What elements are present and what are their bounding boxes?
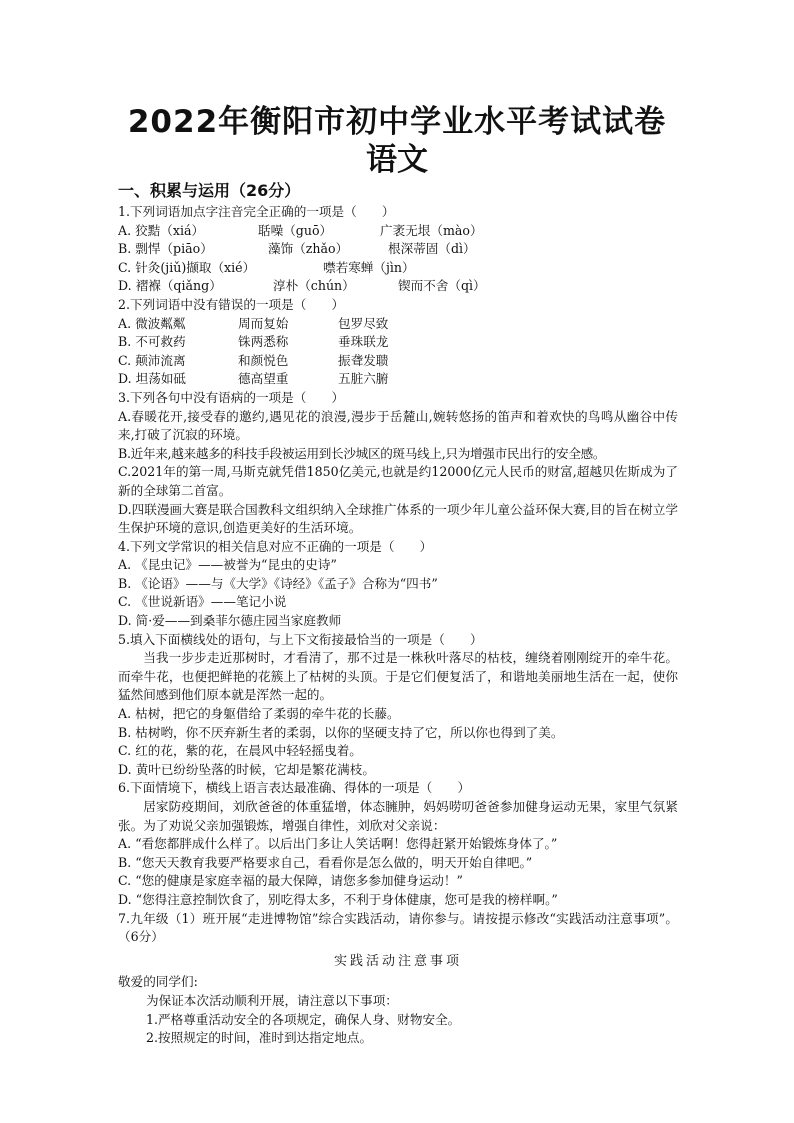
option-part: C. 针灸(jiǔ)撷取（xié） xyxy=(118,259,256,275)
option-part: 铢两悉称 xyxy=(238,334,289,350)
option-part: A. 微波粼粼 xyxy=(118,315,186,331)
option-part: 根深蒂固（dì） xyxy=(388,241,476,257)
option-part: A. 狡黠（xiá） xyxy=(118,222,205,238)
question-6-option-c: C. “您的健康是家庭幸福的最大保障，请您多参加健身运动！” xyxy=(118,873,463,889)
option-part: 藻饰（zhǎo） xyxy=(268,241,349,257)
option-part: 五脏六腑 xyxy=(338,371,389,387)
option-part: D. 褶褓（qiǎng） xyxy=(118,278,222,294)
question-6-option-b: B. “您天天教育我要严格要求自己，看看你是怎么做的，明天开始自律吧。” xyxy=(118,854,533,870)
option-part: B. 不可救药 xyxy=(118,334,186,350)
notice-title: 实践活动注意事项 xyxy=(333,953,462,969)
question-2-option-a xyxy=(118,315,678,334)
question-3-option-b: B.近年来,越来越多的科技手段被运用到长沙城区的斑马线上,只为增强市民出行的安全感。 xyxy=(118,445,606,461)
question-6-option-d: D. “您得注意控制饮食了，别吃得太多，不利于身体健康，您可是我的榜样啊。” xyxy=(118,891,558,907)
option-part: 和颜悦色 xyxy=(238,352,289,368)
question-3-stem: 3.下列各句中没有语病的一项是（ ） xyxy=(118,389,345,405)
question-4-option-c: C. 《世说新语》——笔记小说 xyxy=(118,594,287,610)
question-6-option-a: A. “看您都胖成什么样了。以后出门多让人笑话啊！您得赶紧开始锻炼身体了。” xyxy=(118,836,558,852)
notice-greeting: 敬爱的同学们: xyxy=(118,974,198,990)
question-1-option-b xyxy=(118,240,678,259)
option-part: 振聋发聩 xyxy=(338,352,389,368)
question-2-option-d xyxy=(118,370,678,389)
question-5-option-a: A. 枯树，把它的身躯借给了柔弱的牵牛花的长藤。 xyxy=(118,706,400,722)
option-part: 锲而不舍（qì） xyxy=(398,278,486,294)
option-part: 周而复始 xyxy=(238,315,289,331)
notice-item-1: 1.严格尊重活动安全的各项规定，确保人身、财物安全。 xyxy=(146,1011,461,1027)
question-4-stem: 4.下列文学常识的相关信息对应不正确的一项是（ ） xyxy=(118,538,433,554)
question-5-option-b: B. 枯树哟，你不厌弃新生者的柔弱，以你的坚硬支持了它，所以你也得到了美。 xyxy=(118,724,564,740)
question-7-stem: 7.九年级（1）班开展“走进博物馆”综合实践活动，请你参与。请按提示修改“实践活动注意事项”。（6分） xyxy=(118,910,678,945)
option-part: B. 剽悍（piāo） xyxy=(118,241,213,257)
question-1-option-d xyxy=(118,277,678,296)
question-2-option-b xyxy=(118,333,678,352)
question-1-option-c xyxy=(118,259,678,278)
notice-item-2: 2.按照规定的时间，准时到达指定地点。 xyxy=(146,1030,373,1046)
section-heading: 一、积累与运用（26分） xyxy=(118,181,301,200)
question-6-stem: 6.下面情境下，横线上语言表达最准确、得体的一项是（ ） xyxy=(118,780,471,796)
question-3-option-c: C.2021年的第一周,马斯克就凭借1850亿美元,也就是约12000亿元人民币的财富,超越贝佐斯成为了新的全球第二首富。 xyxy=(118,464,678,498)
question-3-option-a: A.春暖花开,接受春的邀约,遇见花的浪漫,漫步于岳麓山,婉转悠扬的笛声和着欢快的鸟鸣从幽谷中传来,打破了沉寂的环境。 xyxy=(118,408,678,443)
exam-content xyxy=(118,203,678,1048)
question-4-option-a: A. 《昆虫记》——被誉为“昆虫的史诗” xyxy=(118,557,337,573)
option-part: 垂珠联龙 xyxy=(338,334,389,350)
option-part: 聒噪（guō） xyxy=(258,222,333,238)
question-5-passage: 当我一步步走近那树时，才看清了，那不过是一株秋叶落尽的枯枝，缠绕着刚刚绽开的牵牛花。 而牵牛花，也便把鲜艳的花簇上了枯树的头顶。于是它们便复活了，和谐地美丽地生活在一起，使你猛然间感到他们原本就是浑然一起的。 xyxy=(118,650,678,703)
exam-title: 2022年衡阳市初中学业水平考试试卷 xyxy=(127,104,667,140)
option-part: D. 坦荡如砥 xyxy=(118,371,187,387)
question-4-option-d: D. 简·爱——到桑菲尔德庄园当家庭教师 xyxy=(118,613,342,629)
option-part: 包罗尽致 xyxy=(338,315,389,331)
question-5-option-c: C. 红的花，紫的花，在晨风中轻轻摇曳着。 xyxy=(118,743,362,759)
option-part: C. 颠沛流离 xyxy=(118,352,186,368)
question-3-option-d: D.四联漫画大赛是联合国教科文组织纳入全球推广体系的一项少年儿童公益环保大赛,目的旨在树立学生保护环境的意识,创造更美好的生活环境。 xyxy=(118,501,678,536)
question-2-stem: 2.下列词语中没有错误的一项是（ ） xyxy=(118,296,345,312)
exam-subject: 语文 xyxy=(366,142,428,178)
question-5-stem: 5.填入下面横线处的语句，与上下文衔接最恰当的一项是（ ） xyxy=(118,631,483,647)
question-1-option-a xyxy=(118,222,678,241)
option-part: 淳朴（chún） xyxy=(273,278,355,294)
question-2-option-c xyxy=(118,352,678,371)
question-1-stem: 1.下列词语加点字注音完全正确的一项是（ ） xyxy=(118,204,395,219)
question-5-option-d: D. 黄叶已纷纷坠落的时候，它却是繁花满枝。 xyxy=(118,761,375,777)
option-part: 噤若寒蝉（jìn） xyxy=(323,259,415,275)
notice-intro: 为保证本次活动顺利开展，请注意以下事项： xyxy=(146,992,398,1008)
question-6-passage: 居家防疫期间，刘欣爸爸的体重猛增，体态臃肿，妈妈唠叨爸爸参加健身运动无果，家里气氛紧张。为了劝说父亲加强锻炼，增强自律性，刘欣对父亲说： xyxy=(118,799,678,833)
option-part: 广袤无垠（mào） xyxy=(380,222,483,238)
option-part: 德高望重 xyxy=(238,371,289,387)
question-4-option-b: B. 《论语》——与《大学》《诗经》《孟子》合称为“四书” xyxy=(118,575,438,591)
